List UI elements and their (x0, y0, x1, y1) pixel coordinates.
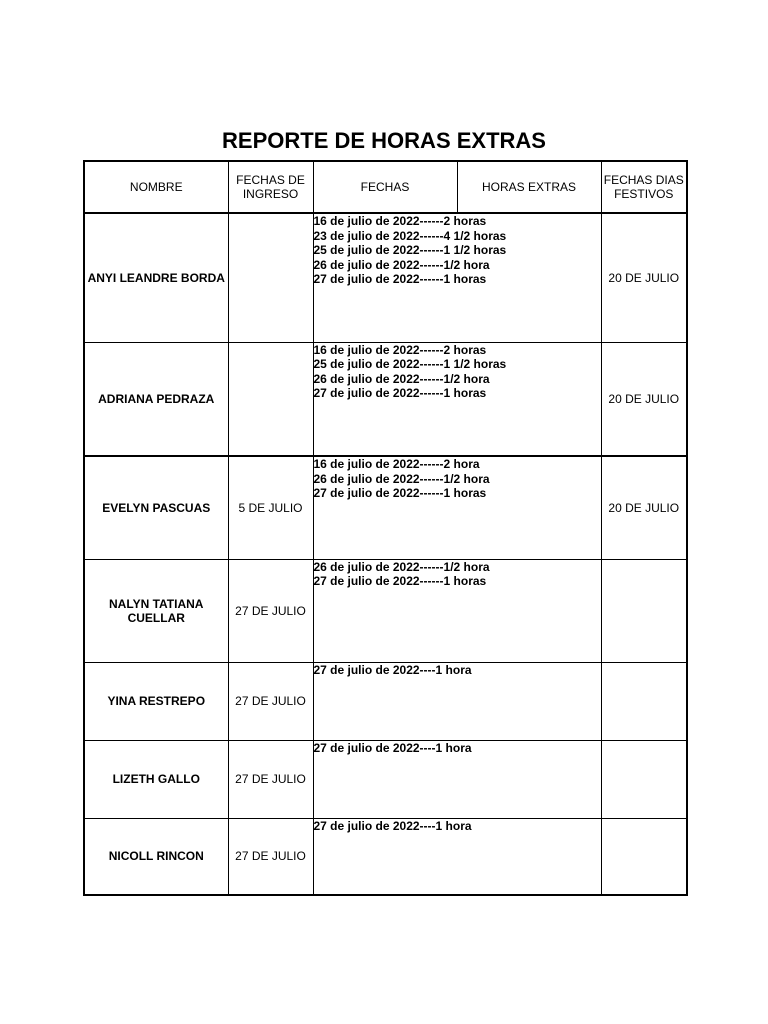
fecha-festivo: 20 DE JULIO (601, 213, 687, 342)
overtime-entry: 26 de julio de 2022------1/2 hora (313, 371, 490, 386)
employee-name: YINA RESTREPO (84, 662, 228, 740)
overtime-entry: 27 de julio de 2022----1 hora (313, 818, 472, 833)
fecha-ingreso: 27 DE JULIO (228, 740, 313, 818)
employee-name: ADRIANA PEDRAZA (84, 342, 228, 456)
overtime-dates (313, 456, 601, 559)
employee-name: ANYI LEANDRE BORDA (84, 213, 228, 342)
overtime-entry: 16 de julio de 2022------2 hora (313, 457, 480, 471)
overtime-entry: 23 de julio de 2022------4 1/2 horas (313, 228, 507, 243)
overtime-dates (313, 213, 601, 342)
overtime-dates (313, 662, 601, 740)
overtime-entry: 27 de julio de 2022----1 hora (313, 740, 472, 755)
overtime-entry: 27 de julio de 2022------1 horas (313, 272, 487, 286)
header-nombre: NOMBRE (84, 161, 228, 213)
fecha-ingreso: 5 DE JULIO (228, 456, 313, 559)
overtime-entry: 26 de julio de 2022------1/2 hora (313, 559, 490, 574)
overtime-dates (313, 559, 601, 662)
overtime-entry: 27 de julio de 2022----1 hora (313, 662, 472, 677)
fecha-ingreso (228, 342, 313, 456)
table-row (84, 662, 687, 740)
table-row (84, 342, 687, 456)
overtime-entry: 16 de julio de 2022------2 horas (313, 214, 487, 228)
fecha-festivo (601, 559, 687, 662)
overtime-entry: 27 de julio de 2022------1 horas (313, 486, 487, 500)
overtime-entry: 26 de julio de 2022------1/2 hora (313, 471, 490, 486)
header-fechas-festivos: FECHAS DIAS FESTIVOS (601, 161, 687, 213)
fecha-festivo (601, 662, 687, 740)
header-fechas: FECHAS (313, 161, 457, 213)
employee-name: NICOLL RINCON (84, 818, 228, 895)
fecha-ingreso: 27 DE JULIO (228, 662, 313, 740)
overtime-entry: 27 de julio de 2022------1 horas (313, 386, 487, 400)
header-row (84, 161, 687, 213)
overtime-entry: 25 de julio de 2022------1 1/2 horas (313, 243, 507, 257)
table-row (84, 213, 687, 342)
table-row (84, 559, 687, 662)
overtime-dates (313, 818, 601, 895)
overtime-entry: 27 de julio de 2022------1 horas (313, 574, 487, 588)
table-row (84, 456, 687, 559)
overtime-entry: 25 de julio de 2022------1 1/2 horas (313, 357, 507, 371)
overtime-entry: 16 de julio de 2022------2 horas (313, 342, 487, 357)
fecha-festivo (601, 740, 687, 818)
overtime-dates (313, 342, 601, 456)
fecha-ingreso: 27 DE JULIO (228, 559, 313, 662)
table-row (84, 818, 687, 895)
header-fechas-ingreso: FECHAS DE INGRESO (228, 161, 313, 213)
report-title: REPORTE DE HORAS EXTRAS (222, 128, 546, 153)
header-horas-extras: HORAS EXTRAS (457, 161, 601, 213)
overtime-table (83, 160, 688, 896)
table-row (84, 740, 687, 818)
fecha-festivo (601, 818, 687, 895)
fecha-festivo: 20 DE JULIO (601, 456, 687, 559)
employee-name: LIZETH GALLO (84, 740, 228, 818)
fecha-ingreso: 27 DE JULIO (228, 818, 313, 895)
table-body (84, 213, 687, 895)
overtime-entry: 26 de julio de 2022------1/2 hora (313, 257, 490, 272)
employee-name: EVELYN PASCUAS (84, 456, 228, 559)
fecha-festivo: 20 DE JULIO (601, 342, 687, 456)
fecha-ingreso (228, 213, 313, 342)
overtime-dates (313, 740, 601, 818)
employee-name: NALYN TATIANA CUELLAR (84, 559, 228, 662)
